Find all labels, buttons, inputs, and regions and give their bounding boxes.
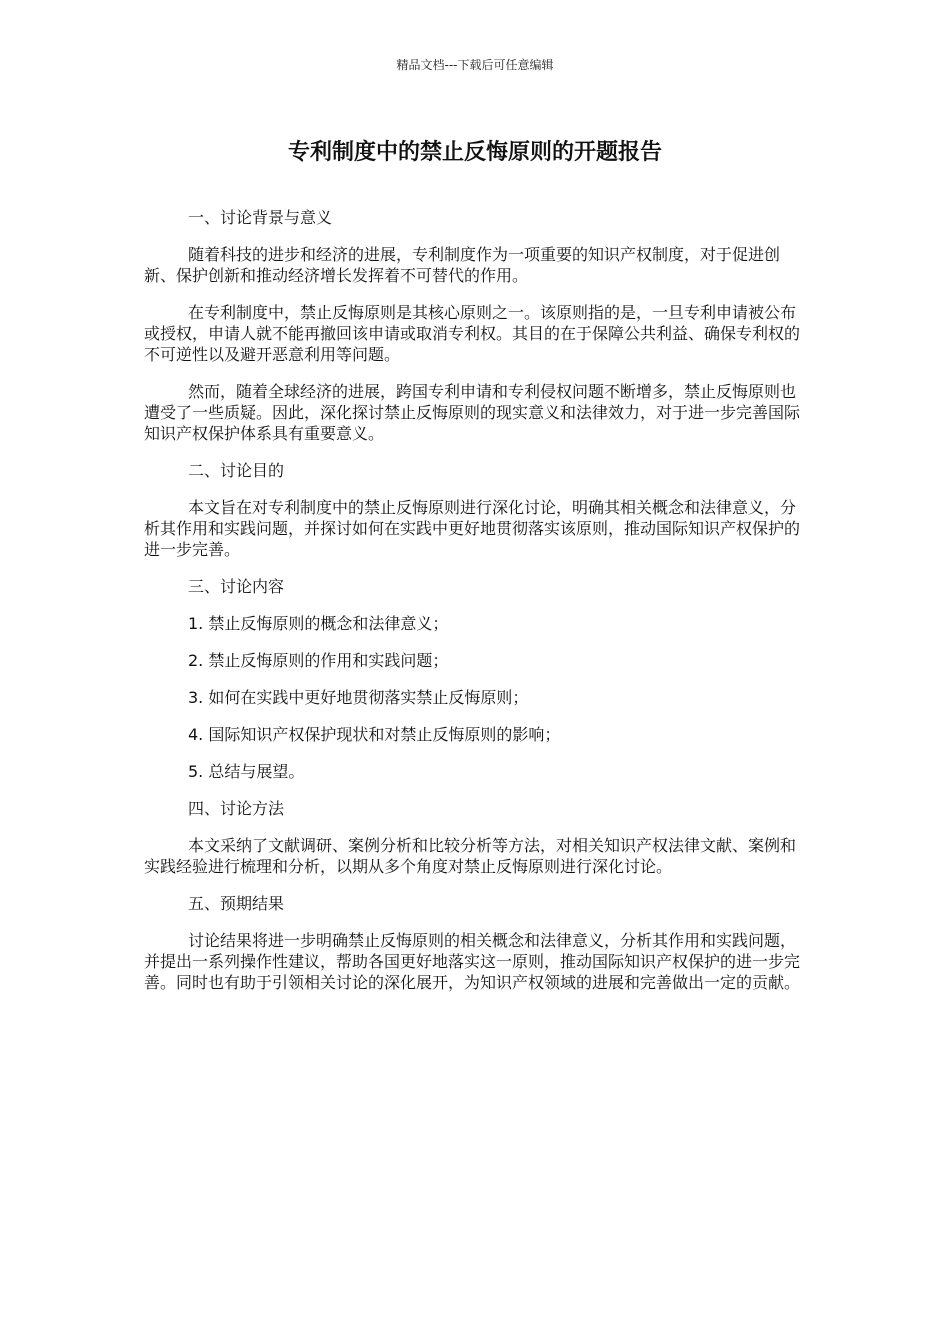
paragraph: 在专利制度中，禁止反悔原则是其核心原则之一。该原则指的是，一旦专利申请被公布或授权，申请人就不能再撤回该申请或取消专利权。其目的在于保障公共利益、确保专利权的不可逆性以及避开恶意利用等问题。: [144, 303, 801, 364]
list-item: 4. 国际知识产权保护现状和对禁止反悔原则的影响；: [188, 725, 561, 744]
page-header: 精品文档---下载后可任意编辑: [396, 58, 554, 72]
paragraph: 讨论结果将进一步明确禁止反悔原则的相关概念和法律意义，分析其作用和实践问题，并提出一系列操作性建议，帮助各国更好地落实这一原则，推动国际知识产权保护的进一步完善。同时也有助于引领相关讨论的深化展开，为知识产权领域的进展和完善做出一定的贡献。: [144, 931, 801, 992]
paragraph: 本文旨在对专利制度中的禁止反悔原则进行深化讨论，明确其相关概念和法律意义，分析其作用和实践问题，并探讨如何在实践中更好地贯彻落实该原则，推动国际知识产权保护的进一步完善。: [144, 498, 801, 559]
list-item: 1. 禁止反悔原则的概念和法律意义；: [188, 614, 449, 633]
paragraph: 然而，随着全球经济的进展，跨国专利申请和专利侵权问题不断增多，禁止反悔原则也遭受了一些质疑。因此，深化探讨禁止反悔原则的现实意义和法律效力，对于进一步完善国际知识产权保护体系具有重要意义。: [144, 382, 801, 443]
list-item: 2. 禁止反悔原则的作用和实践问题；: [188, 651, 449, 670]
section-heading-content: 三、讨论内容: [188, 577, 285, 596]
section-heading-background: 一、讨论背景与意义: [188, 208, 333, 227]
section-heading-method: 四、讨论方法: [188, 799, 285, 818]
paragraph: 随着科技的进步和经济的进展，专利制度作为一项重要的知识产权制度，对于促进创新、保护创新和推动经济增长发挥着不可替代的作用。: [144, 245, 781, 285]
section-heading-purpose: 二、讨论目的: [188, 461, 285, 480]
list-item: 3. 如何在实践中更好地贯彻落实禁止反悔原则；: [188, 688, 529, 707]
section-heading-expected-results: 五、预期结果: [188, 894, 285, 913]
document-body: [144, 207, 806, 1009]
document-title: 专利制度中的禁止反悔原则的开题报告: [287, 140, 662, 165]
list-item: 5. 总结与展望。: [188, 762, 305, 781]
paragraph: 本文采纳了文献调研、案例分析和比较分析等方法，对相关知识产权法律文献、案例和实践经验进行梳理和分析，以期从多个角度对禁止反悔原则进行深化讨论。: [144, 836, 797, 876]
